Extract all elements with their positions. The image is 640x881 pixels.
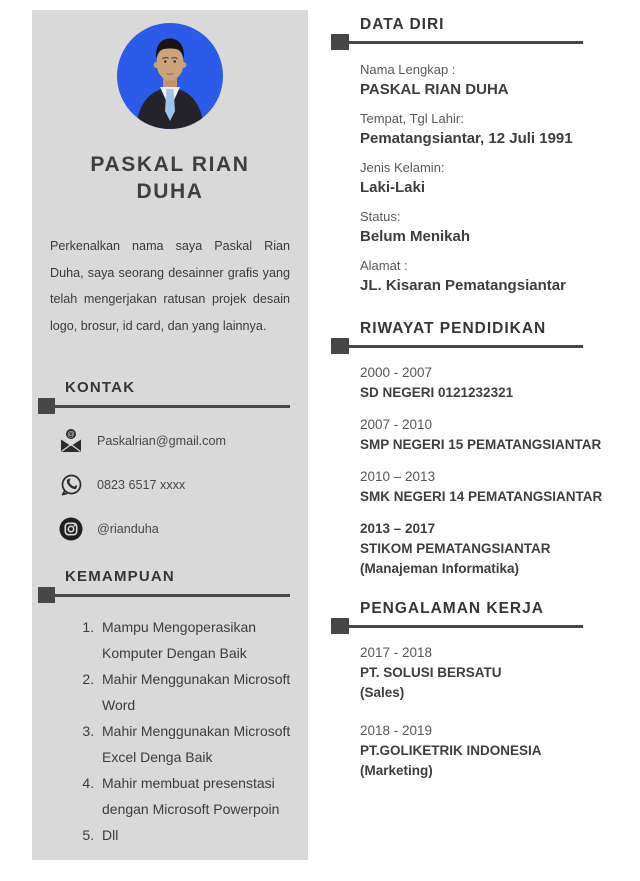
entry-name: PT. SOLUSI BERSATU — [360, 665, 502, 680]
entry-name: SD NEGERI 0121232321 — [360, 385, 514, 400]
entry-detail: (Marketing) — [360, 763, 433, 778]
intro-paragraph: Perkenalkan nama saya Paskal Rian Duha, saya seorang desainner grafis yang telah mengerjakan ratusan projek desain logo, brosur, id card, dan yang lainnya. — [50, 239, 290, 333]
skill-item: 2. Mahir Menggunakan Microsoft Word — [98, 666, 298, 718]
education-entry — [360, 469, 603, 507]
entry-period: 2007 - 2010 — [360, 417, 433, 432]
entry-period: 2017 - 2018 — [360, 645, 433, 660]
field-status — [360, 209, 583, 245]
work-entry — [360, 645, 583, 703]
entry-name: STIKOM PEMATANGSIANTAR — [360, 541, 551, 556]
kontak-heading: KONTAK — [65, 379, 136, 396]
field-nama — [360, 62, 583, 98]
field-value: Belum Menikah — [360, 228, 471, 245]
data-diri-fields — [331, 62, 583, 294]
skill-item: 3. Mahir Menggunakan Microsoft Excel Denga Baik — [98, 718, 298, 770]
field-value: Laki-Laki — [360, 179, 426, 196]
main-column — [331, 10, 603, 795]
pendidikan-section — [331, 320, 603, 579]
data-diri-heading-rule — [331, 41, 583, 44]
contact-row-phone — [32, 472, 308, 498]
pendidikan-heading: RIWAYAT PENDIDIKAN — [360, 320, 547, 337]
pengalaman-heading-rule — [331, 625, 583, 628]
person-name — [32, 151, 308, 205]
contact-list — [32, 428, 308, 542]
svg-text:@: @ — [67, 429, 75, 439]
field-value: PASKAL RIAN DUHA — [360, 81, 509, 98]
kemampuan-section — [32, 568, 308, 848]
skills-list — [32, 614, 298, 848]
entry-period: 2013 – 2017 — [360, 521, 436, 536]
kontak-section — [32, 379, 308, 542]
field-label: Jenis Kelamin: — [360, 160, 445, 175]
pengalaman-entries — [331, 645, 583, 781]
kontak-heading-rule — [38, 405, 290, 408]
whatsapp-icon — [58, 472, 84, 498]
field-tempat-tgl-lahir — [360, 111, 583, 147]
field-label: Status: — [360, 209, 401, 224]
education-entry — [360, 365, 583, 403]
person-name-line2: DUHA — [136, 180, 204, 203]
email-icon — [58, 428, 84, 454]
entry-name: SMP NEGERI 15 PEMATANGSIANTAR — [360, 437, 602, 452]
field-label: Nama Lengkap : — [360, 62, 456, 77]
pendidikan-heading-rule — [331, 345, 583, 348]
skill-item: 1. Mampu Mengoperasikan Komputer Dengan Baik — [98, 614, 298, 666]
contact-instagram: @rianduha — [97, 522, 159, 536]
field-alamat — [360, 258, 583, 294]
pengalaman-heading: PENGALAMAN KERJA — [360, 600, 544, 617]
skill-item: 5. Dll — [98, 822, 298, 848]
field-label: Tempat, Tgl Lahir: — [360, 111, 464, 126]
sidebar-panel — [32, 10, 308, 860]
pendidikan-entries — [331, 365, 603, 579]
field-jenis-kelamin — [360, 160, 583, 196]
field-label: Alamat : — [360, 258, 408, 273]
data-diri-heading: DATA DIRI — [360, 16, 445, 33]
education-entry — [360, 521, 583, 579]
kemampuan-heading-rule — [38, 594, 290, 597]
skill-item: 4. Mahir membuat presenstasi dengan Microsoft Powerpoin — [98, 770, 298, 822]
entry-name: PT.GOLIKETRIK INDONESIA — [360, 743, 542, 758]
contact-row-email — [32, 428, 308, 454]
field-value: JL. Kisaran Pematangsiantar — [360, 277, 566, 294]
contact-email: Paskalrian@gmail.com — [97, 434, 226, 448]
entry-detail: (Sales) — [360, 685, 405, 700]
entry-period: 2010 – 2013 — [360, 469, 436, 484]
entry-period: 2018 - 2019 — [360, 723, 433, 738]
contact-phone: 0823 6517 xxxx — [97, 478, 186, 492]
instagram-icon — [58, 516, 84, 542]
person-name-line1: PASKAL RIAN — [90, 153, 250, 176]
entry-name: SMK NEGERI 14 PEMATANGSIANTAR — [360, 489, 603, 504]
profile-photo — [117, 23, 223, 129]
contact-row-instagram — [32, 516, 308, 542]
entry-detail: (Manajeman Informatika) — [360, 561, 520, 576]
field-value: Pematangsiantar, 12 Juli 1991 — [360, 130, 573, 147]
data-diri-section — [331, 16, 583, 294]
profile-photo-illustration — [117, 23, 223, 129]
work-entry — [360, 723, 583, 781]
education-entry — [360, 417, 602, 455]
pengalaman-section — [331, 600, 583, 781]
entry-period: 2000 - 2007 — [360, 365, 433, 380]
kemampuan-heading: KEMAMPUAN — [65, 568, 175, 585]
